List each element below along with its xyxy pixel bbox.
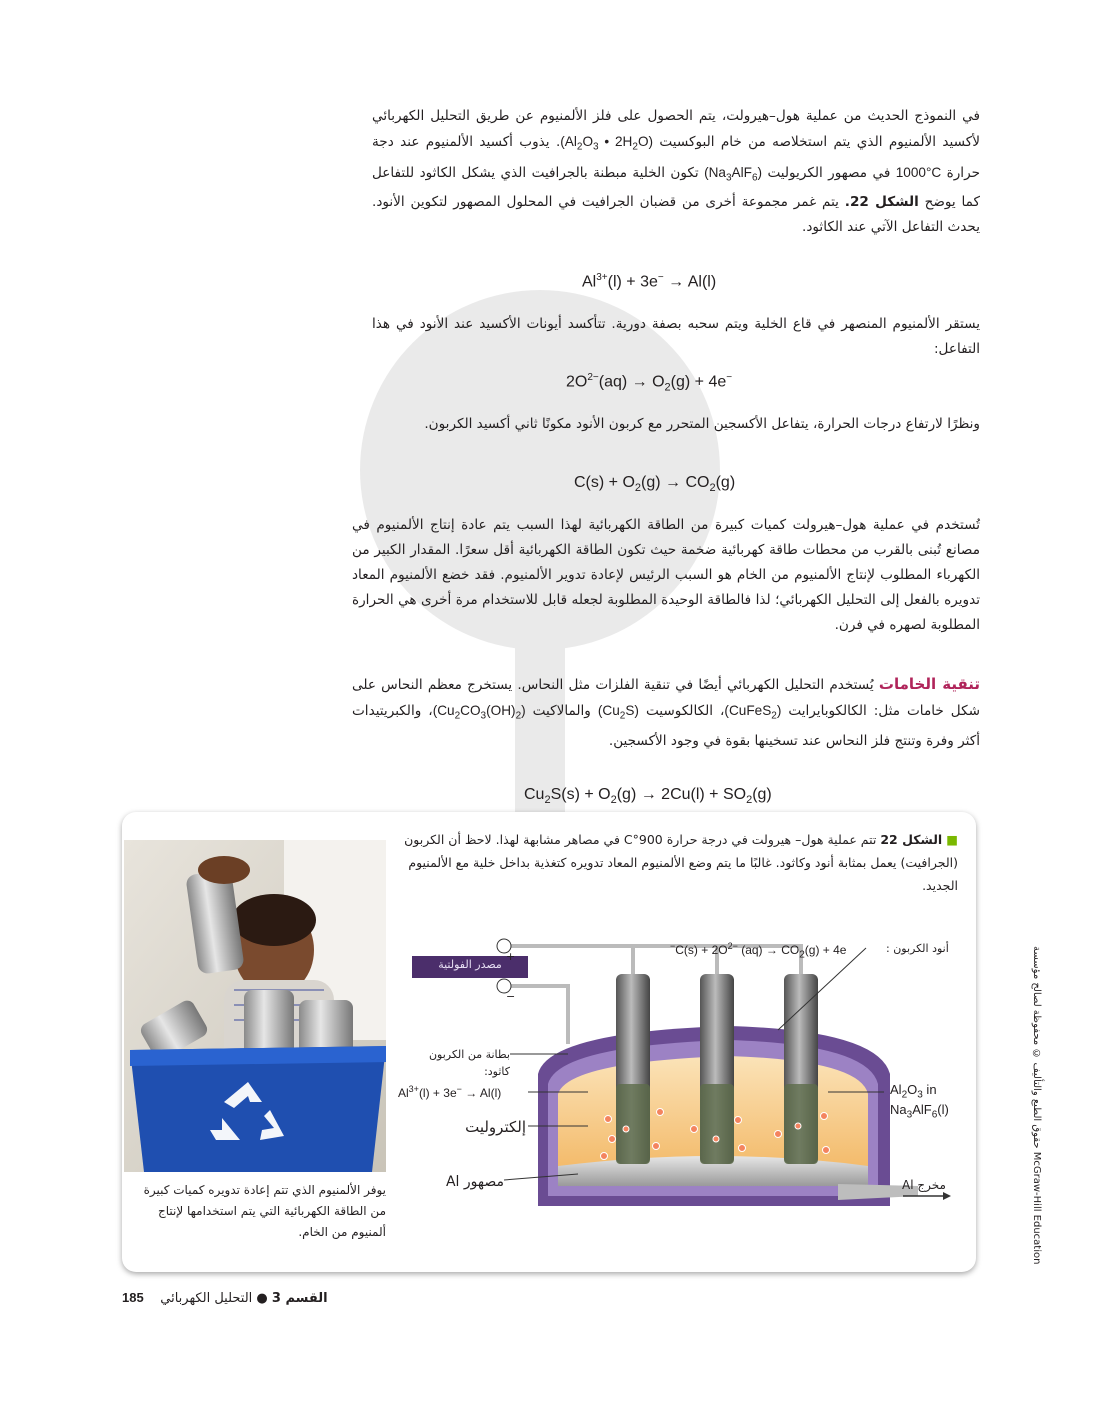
figure-label: الشكل 22 [880, 832, 943, 847]
heading-ore-refining: تنقية الخامات [878, 675, 981, 693]
footer-title: التحليل الكهربائي [160, 1291, 253, 1306]
label-electrolyte: إلكتروليت [465, 1118, 526, 1136]
footer-bullet: ● [256, 1291, 268, 1306]
page-number: 185 [122, 1290, 144, 1305]
label-outlet: مخرج Al [902, 1178, 946, 1192]
chalcopyrite-formula: (CuFeS$_2$) [724, 703, 782, 722]
label-anode-equation: $C(s) + 2O^{2-}$ $(aq) \to CO_2(g) + 4e^-$ [670, 941, 847, 961]
label-minus: − [506, 990, 516, 1003]
paragraph-anode-oxidation: يستقر الألمنيوم المنصهر في قاع الخلية ويتم سحبه بصفة دورية. تتأكسد أيونات الأكسيد عند الأنود في هذا التفاعل: [372, 316, 980, 357]
paragraph-hall-heroult-intro: في النموذج الحديث من عملية هول–هيرولت، يتم الحصول على فلز الألمنيوم عن طريق التحليل الكهربائي لأكسيد الألمنيوم الذي يتم استخلاصه من خام البوكسيت ($Al_2O_3$ • $2H_2O$). يذوب أكسيد الألمنيوم عند دجة حرارة 1000°C في مصهور الكريوليت $(Na_3AlF_6)$ تكون الخلية مبطنة بالجرافيت الذي يشكل الكاثود للتفاعل كما يوضح الشكل 22. يتم غمر مجموعة أخرى من قضبان الجرافيت في المحلول المصهور لتكوين الأنود. يحدث التفاعل الآتي عند الكاثود. [372, 108, 981, 236]
label-voltage-source: مصدر الفولتية [438, 958, 502, 971]
label-anode: أنود الكربون : [886, 942, 949, 955]
paragraph-carbon-dioxide: ونظرًا لارتفاع درجات الحرارة، يتفاعل الأكسجين المتحرر مع كربون الأنود مكونًا ثاني أكسيد الكربون. [424, 416, 980, 432]
equation-co2: $C(s) + O_2(g) \to CO_2(g)$ [574, 474, 736, 495]
equation-cathode: $Al^{3+}(l) + 3e^- \to Al(l)$ [582, 272, 717, 291]
paragraph-energy-recycling: تُستخدم في عملية هول–هيرولت كميات كبيرة من الطاقة الكهربائية لهذا السبب يتم عادة إنتاج الألمنيوم في مصانع تُبنى بالقرب من محطات طاقة كهربائية ضخمة حيث تكون الطاقة الكهربائية أقل سعرًا. المقدار الكبير من الكهرباء المطلوب لإنتاج الألمنيوم من الخام هو السبب الرئيس لإعادة تدوير الألمنيوم. فقد خضع الألمنيوم المعاد تدويره بالفعل إلى التحليل الكهربائي؛ لذا فالطاقة الوحيدة المطلوبة لجعله قابل للاستخدام مرة أخرى هي الحرارة المطلوبة لصهره في فرن. [352, 517, 980, 633]
copyright-credit: حقوق الطبع والتأليف © محفوظة لصالح مؤسسة McGraw-Hill Education [1031, 945, 1042, 1265]
label-molten-al: مصهور Al [445, 1174, 504, 1190]
cryolite-formula: $(Na_3AlF_6)$ [704, 164, 763, 184]
photo-caption: يوفر الألمنيوم الذي تتم إعادة تدويره كميات كبيرة من الطاقة الكهربائية التي يتم استخدامها لإنتاج ألمنيوم من الخام. [143, 1183, 386, 1239]
footer-section: القسم 3 [271, 1291, 328, 1306]
bauxite-formula: ($Al_2O_3$ • $2H_2O$) [560, 134, 654, 153]
label-cathode-equation: $Al^{3+}(l) + 3e^- \to Al(l)$ [398, 1084, 502, 1100]
figure-22-box [122, 812, 976, 1272]
label-plus: + [506, 950, 516, 963]
label-cathode: كاثود: [484, 1065, 510, 1078]
label-cathode-lining: بطانة من الكربون [428, 1048, 510, 1061]
chalcocite-formula: $(Cu_2S)$ [597, 703, 639, 722]
paragraph-ore-refining: تنقية الخامات يُستخدم التحليل الكهربائي أيضًا في تنقية الفلزات مثل النحاس. يستخرج معظم النحاس على شكل خامات مثل: الكالكوبايرايت (CuFeS$_2$)، الكالكوسيت $(Cu_2S)$ والمالاكيت $(Cu_2CO_3(OH)_2)،$ والكبريتيدات أكثر وفرة وتنتج فلز النحاس عند تسخينها بقوة في وجود الأكسجين. [352, 675, 981, 749]
malachite-formula: $(Cu_2CO_3(OH)_2)$ [432, 703, 526, 722]
figure-caption: ■ الشكل 22 تتم عملية هول– هيرولت في درجة حرارة 900°C في مصاهر مشابهة لهذا. لاحظ أن الكربون (الجرافيت) يعمل بمثابة أنود وكاثود. غالبًا ما يتم وضع الألمنيوم المعاد تدويره كتغذية بداخل خلية مع الألمنيوم الجديد. [404, 832, 958, 893]
label-al2o3: $Al_2O_3$ in [890, 1082, 937, 1101]
equation-anode: $2O^{2-}(aq) \to O_2(g) + 4e^-$ [566, 372, 733, 394]
page-footer [122, 1290, 342, 1306]
equation-copper: $Cu_2S(s) + O_2(g) \to 2Cu(l) + SO_2(g)$ [524, 786, 772, 807]
label-cryolite: $Na_3AlF_6(l)$ [890, 1102, 949, 1121]
recycling-photo [124, 840, 386, 1172]
